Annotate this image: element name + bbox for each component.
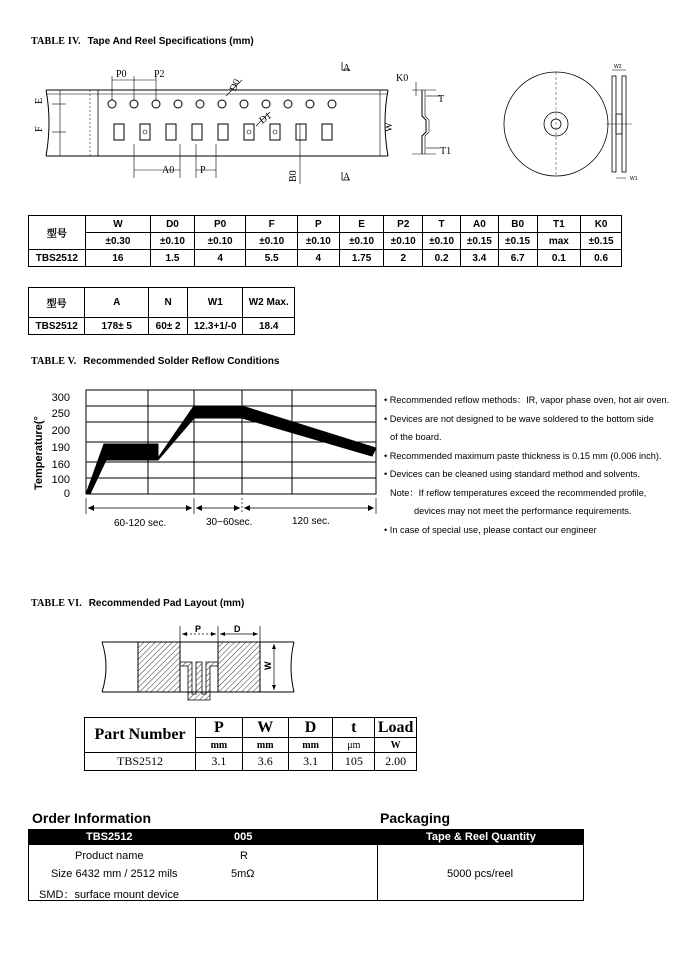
reel-col-a: A [85,288,149,318]
pad-unit: mm [242,738,288,753]
spec-tol: ±0.15 [460,233,498,250]
y-tick: 160 [51,459,70,471]
spec-val: 3.4 [460,250,498,267]
spec-val: 4 [297,250,339,267]
spec-tol: ±0.10 [246,233,298,250]
order-val: R [240,850,248,862]
spec-val: 4 [194,250,246,267]
spec-col-t: T [423,216,461,233]
table5-label: TABLE V. [31,356,77,367]
order-desc: Size 6432 mm / 2512 mils [51,868,178,880]
pad-label-d: D [234,624,241,634]
pad-part-header: Part Number [85,718,196,753]
spec-val: 0.2 [423,250,461,267]
pad-unit: μm [333,738,375,753]
label-reel-w2: W2 [614,64,622,70]
label-p2: P2 [154,69,165,80]
segment-label: 120 sec. [292,516,330,527]
label-t1: T1 [440,146,452,157]
reel-val: 12.3+1/-0 [188,318,243,335]
pad-col-d: D [288,718,333,738]
note-item: • Devices are not designed to be wave soldered to the bottom side [384,414,654,424]
table6-title: Recommended Pad Layout (mm) [88,598,245,609]
table5-title: Recommended Solder Reflow Conditions [83,356,280,367]
order-code: 005 [234,831,253,843]
spec-value-row [29,250,622,267]
y-axis-label: Temperature(° [33,416,45,490]
spec-col-e: E [339,216,384,233]
label-e: E [34,97,45,104]
pad-col-t: t [333,718,375,738]
label-a-bottom: A [343,172,351,183]
label-a0: A0 [162,165,175,176]
table4-title: Tape And Reel Specifications (mm) [87,36,254,47]
pad-unit: mm [196,738,243,753]
order-body [28,845,584,901]
segment-label: 60-120 sec. [114,518,167,529]
table6-label: TABLE VI. [31,598,82,609]
reel-value-row [29,318,295,335]
order-desc: Product name [75,850,144,862]
spec-col-t1: T1 [537,216,581,233]
reel-val: 18.4 [243,318,295,335]
order-val: 5mΩ [231,868,255,880]
spec-model-header: 型号 [29,216,86,250]
spec-tol: ±0.30 [85,233,150,250]
order-header-bar [28,829,584,845]
pad-size-table [84,717,417,771]
pad-col-w: W [242,718,288,738]
pad-label-w: W [263,661,273,670]
y-tick: 250 [51,408,70,420]
spec-val: 16 [85,250,150,267]
pad-header-row [85,718,417,738]
spec-val: TBS2512 [29,250,86,267]
spec-val: 1.5 [151,250,195,267]
note-item: • Devices can be cleaned using standard method and solvents. [384,469,641,479]
spec-val: 1.75 [339,250,384,267]
packaging-header: Tape & Reel Quantity [426,831,536,843]
y-tick: 100 [51,474,70,486]
note-item: • In case of special use, please contact our engineer [384,525,597,535]
pad-part: TBS2512 [85,753,196,771]
reflow-profile-band [86,406,376,494]
label-f: F [34,126,45,132]
order-desc: SMD：surface mount device [39,889,179,901]
reel-col-w2: W2 Max. [243,288,295,318]
note-item: devices may not meet the performance requirements. [414,506,632,516]
note-item: • Recommended reflow methods：IR, vapor phase oven, hot air oven. [384,395,670,405]
pad-col-p: P [196,718,243,738]
y-tick: 300 [51,392,70,404]
y-tick: 200 [51,425,70,437]
label-p0: P0 [116,69,127,80]
reflow-notes [384,391,674,541]
spec-val: 0.1 [537,250,581,267]
reel-val: TBS2512 [29,318,85,335]
reel-val: 178± 5 [85,318,149,335]
reel-header-row [29,288,295,318]
pad-unit: mm [288,738,333,753]
spec-tol: ±0.10 [194,233,246,250]
y-tick: 0 [63,488,70,500]
spec-header-row [29,216,622,233]
table5-heading [31,356,279,367]
tape-drawing [30,60,400,190]
spec-val: 2 [384,250,423,267]
spec-col-p2: P2 [384,216,423,233]
spec-tol: ±0.10 [151,233,195,250]
spec-tol: ±0.15 [498,233,537,250]
reel-model-header: 型号 [29,288,85,318]
reel-col-w1: W1 [188,288,243,318]
pad-val: 105 [333,753,375,771]
pad-val: 3.1 [288,753,333,771]
label-reel-w1: W1 [630,176,638,182]
label-p: P [200,165,206,176]
spec-col-f: F [246,216,298,233]
pad-val: 3.6 [242,753,288,771]
spec-val: 0.6 [581,250,622,267]
segment-label: 30~60sec. [206,517,253,528]
pad-val: 2.00 [375,753,417,771]
label-b0: B0 [288,170,299,182]
spec-tolerance-row [29,233,622,250]
label-w: W [384,122,395,132]
pad-layout-drawing [98,620,304,702]
spec-col-b0: B0 [498,216,537,233]
spec-tol: ±0.10 [297,233,339,250]
reflow-chart [28,386,382,536]
note-item: of the board. [390,432,442,442]
packaging-quantity: 5000 pcs/reel [447,868,514,880]
spec-val: 5.5 [246,250,298,267]
table4-label: TABLE IV. [31,36,81,47]
label-a-top: A [343,63,351,74]
packaging-title: Packaging [380,810,451,826]
order-info-title: Order Information [32,810,152,826]
label-d0: D0 [227,77,243,94]
spec-val: 6.7 [498,250,537,267]
pad-label-p: P [195,624,202,634]
label-k0: K0 [396,73,409,84]
spec-col-k0: K0 [581,216,622,233]
y-tick: 190 [51,442,70,454]
reel-spec-table [28,287,295,335]
spec-tol: ±0.10 [384,233,423,250]
reel-val: 60± 2 [149,318,188,335]
pad-col-load: Load [375,718,417,738]
spec-tol: ±0.15 [581,233,622,250]
table4-heading [31,36,254,47]
spec-col-w: W [85,216,150,233]
spec-col-p: P [297,216,339,233]
note-item: Note：If reflow temperatures exceed the recommended profile, [390,488,647,498]
spec-tol: ±0.10 [423,233,461,250]
spec-col-p0: P0 [194,216,246,233]
pad-val: 3.1 [196,753,243,771]
spec-col-a0: A0 [460,216,498,233]
spec-col-d0: D0 [151,216,195,233]
tape-spec-table [28,215,622,267]
order-model: TBS2512 [86,831,133,843]
pad-unit: W [375,738,417,753]
spec-tol: ±0.10 [339,233,384,250]
pad-value-row [85,753,417,771]
note-item: • Recommended maximum paste thickness is 0.15 mm (0.006 inch). [384,451,662,461]
tape-cross-section [392,68,472,168]
reel-col-n: N [149,288,188,318]
label-t: T [438,94,445,105]
label-d1: D1 [257,110,274,127]
spec-tol: max [537,233,581,250]
table6-heading [31,598,244,609]
reel-drawing [498,62,648,182]
